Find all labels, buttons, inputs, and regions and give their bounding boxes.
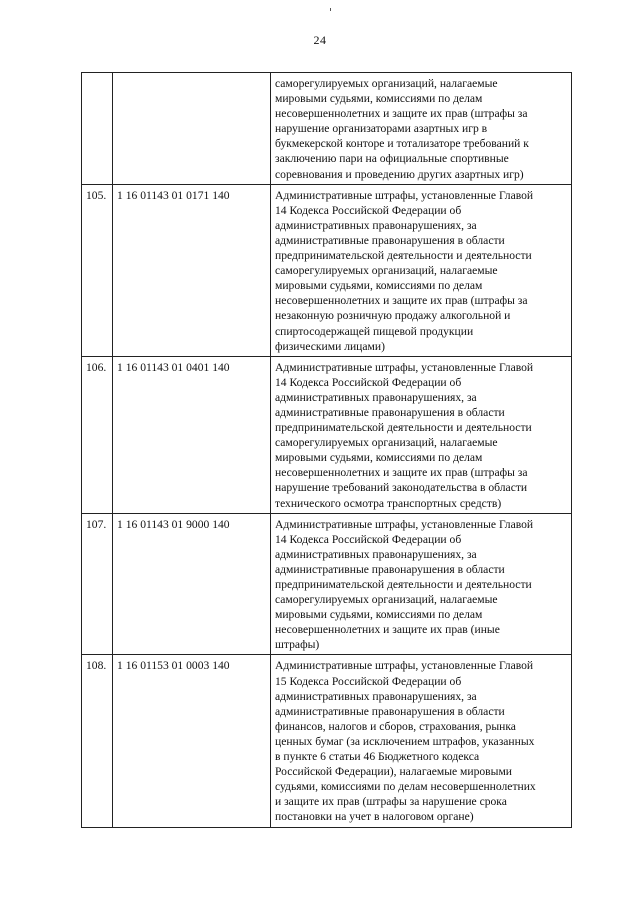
description-line: Административные штрафы, установленные Главой — [275, 360, 534, 374]
description-line: административных правонарушениях, за — [275, 547, 477, 561]
description-line: административные правонарушения в области — [275, 405, 505, 419]
table-body — [82, 73, 572, 828]
description-line: административных правонарушениях, за — [275, 689, 477, 703]
description-line: несовершеннолетних и защите их прав (штрафы за — [275, 294, 528, 308]
budget-classification-code — [113, 73, 271, 185]
budget-classification-code: 1 16 01143 01 0171 140 — [113, 184, 271, 356]
description-line: Административные штрафы, установленные Главой — [275, 659, 534, 673]
description-line: Административные штрафы, установленные Главой — [275, 517, 534, 531]
description-line: Российской Федерации), налагаемые мировыми — [275, 765, 512, 779]
table-row — [82, 655, 572, 827]
description-line: спиртосодержащей пищевой продукции — [275, 324, 474, 338]
description-line: в пункте 6 статьи 46 Бюджетного кодекса — [275, 750, 480, 764]
description-line: и защите их прав (штрафы за нарушение срока — [275, 795, 507, 809]
description-line: постановки на учет в налоговом органе) — [275, 810, 474, 824]
table-row — [82, 184, 572, 356]
row-number: 105. — [82, 184, 113, 356]
description-line: Административные штрафы, установленные Главой — [275, 188, 534, 202]
description-line: административных правонарушениях, за — [275, 390, 477, 404]
budget-classification-code: 1 16 01153 01 0003 140 — [113, 655, 271, 827]
description-line: предпринимательской деятельности и деятельности — [275, 249, 532, 263]
row-number: 108. — [82, 655, 113, 827]
description-line: нарушение требований законодательства в области — [275, 481, 528, 495]
description-line: административные правонарушения в области — [275, 233, 505, 247]
description-line: незаконную розничную продажу алкогольной и — [275, 309, 511, 323]
description-line: предпринимательской деятельности и деятельности — [275, 421, 532, 435]
budget-classification-code: 1 16 01143 01 0401 140 — [113, 356, 271, 513]
description-line: технического осмотра транспортных средств) — [275, 496, 502, 510]
description-line: несовершеннолетних и защите их прав (штрафы за — [275, 107, 528, 121]
table-row — [82, 513, 572, 655]
fine-description — [271, 655, 572, 827]
description-line: саморегулируемых организаций, налагаемые — [275, 264, 498, 278]
page-number: 24 — [313, 33, 327, 47]
description-line: несовершеннолетних и защите их прав (иные — [275, 623, 500, 637]
description-line: мировыми судьями, комиссиями по делам — [275, 451, 483, 465]
row-number: 107. — [82, 513, 113, 655]
fines-table — [81, 72, 572, 828]
table-row — [82, 73, 572, 185]
description-line: 14 Кодекса Российской Федерации об — [275, 532, 462, 546]
description-line: саморегулируемых организаций, налагаемые — [275, 436, 498, 450]
fine-description — [271, 73, 572, 185]
description-line: штрафы) — [275, 638, 320, 652]
description-line: мировыми судьями, комиссиями по делам — [275, 279, 483, 293]
description-line: заключению пари на официальные спортивные — [275, 152, 509, 166]
description-line: 14 Кодекса Российской Федерации об — [275, 203, 462, 217]
scan-mark — [330, 8, 331, 11]
row-number: 106. — [82, 356, 113, 513]
fine-description — [271, 184, 572, 356]
description-line: нарушение организаторами азартных игр в — [275, 122, 488, 136]
description-line: административных правонарушениях, за — [275, 218, 477, 232]
description-line: 14 Кодекса Российской Федерации об — [275, 375, 462, 389]
description-line: несовершеннолетних и защите их прав (штрафы за — [275, 466, 528, 480]
description-line: предпринимательской деятельности и деятельности — [275, 578, 532, 591]
description-line: административные правонарушения в области — [275, 704, 505, 718]
description-line: букмекерской конторе и тотализаторе требований к — [275, 137, 529, 151]
row-number — [82, 73, 113, 185]
description-line: саморегулируемых организаций, налагаемые — [275, 593, 498, 607]
description-line: финансов, налогов и сборов, страхования, рынка — [275, 719, 516, 733]
fine-description — [271, 356, 572, 513]
description-line: административные правонарушения в области — [275, 562, 505, 576]
fine-description — [271, 513, 572, 655]
description-line: судьями, комиссиями по делам несовершеннолетних — [275, 780, 536, 794]
description-line: соревнования и проведению других азартных игр) — [275, 167, 524, 181]
budget-classification-code: 1 16 01143 01 9000 140 — [113, 513, 271, 655]
description-line: мировыми судьями, комиссиями по делам — [275, 608, 483, 622]
table-row — [82, 356, 572, 513]
description-line: саморегулируемых организаций, налагаемые — [275, 77, 498, 90]
description-line: физическими лицами) — [275, 339, 385, 353]
description-line: ценных бумаг (за исключением штрафов, указанных — [275, 734, 535, 748]
description-line: 15 Кодекса Российской Федерации об — [275, 674, 462, 688]
description-line: мировыми судьями, комиссиями по делам — [275, 92, 483, 106]
